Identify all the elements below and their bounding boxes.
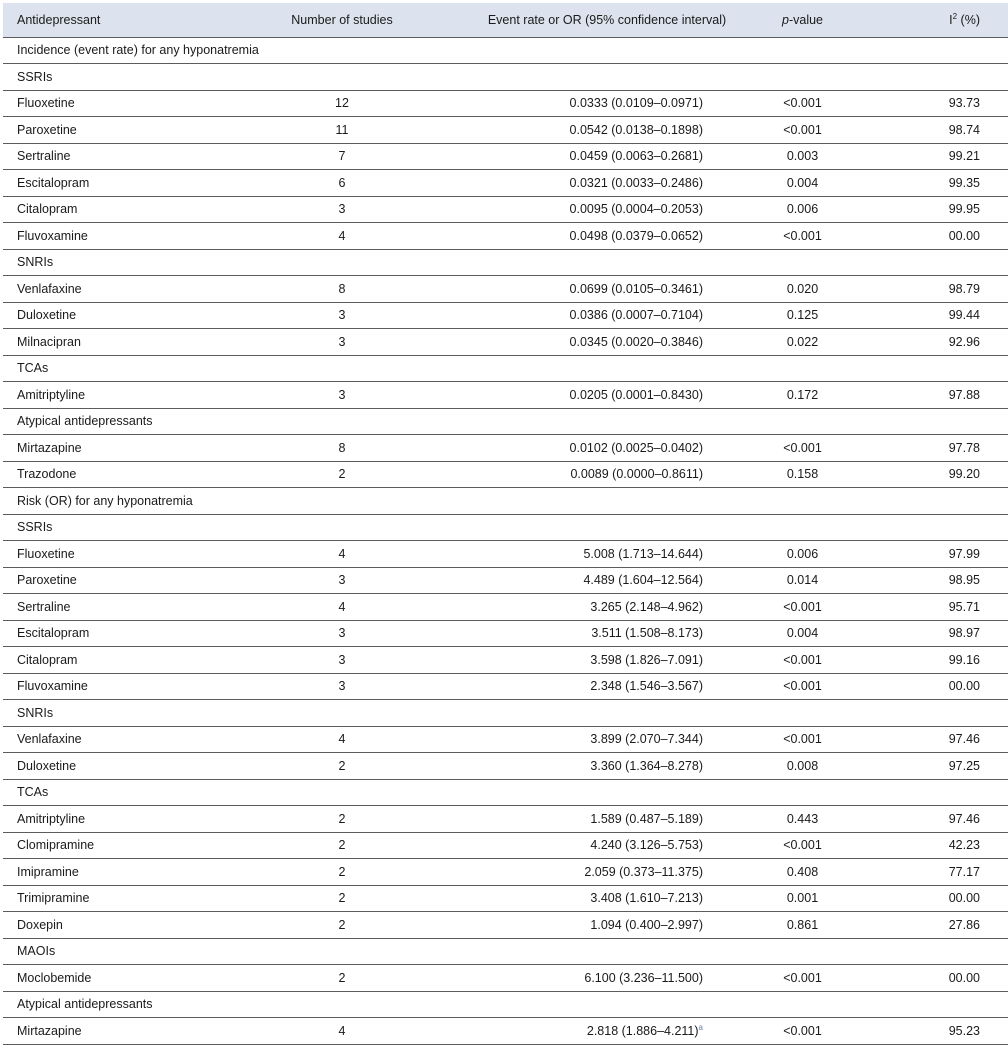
i2-value: 92.96 — [948, 334, 980, 349]
table-row — [3, 196, 1008, 223]
table-row — [3, 435, 1008, 462]
table-row — [3, 594, 1008, 621]
i2-value: 93.73 — [948, 96, 980, 111]
section-label: TCAs — [17, 361, 49, 376]
header-p-rest: -value — [788, 12, 823, 27]
p-value: 0.004 — [786, 175, 819, 190]
drug-name: Sertraline — [17, 149, 71, 164]
table-row — [3, 117, 1008, 144]
table-row — [3, 647, 1008, 674]
estimate-ci: 0.0089 (0.0000–0.8611) — [570, 467, 703, 482]
drug-name: Mirtazapine — [17, 1023, 82, 1038]
table-row — [3, 859, 1008, 886]
section-row — [3, 488, 1008, 515]
table-row — [3, 806, 1008, 833]
estimate-ci: 3.511 (1.508–8.173) — [591, 626, 703, 641]
i2-value: 00.00 — [948, 891, 980, 906]
header-i2 — [870, 3, 1008, 37]
drug-name: Moclobemide — [17, 970, 92, 985]
number-of-studies: 2 — [338, 917, 346, 932]
section-label: TCAs — [17, 785, 49, 800]
number-of-studies: 2 — [338, 891, 346, 906]
number-of-studies: 2 — [338, 811, 346, 826]
i2-value: 95.23 — [948, 1023, 980, 1038]
number-of-studies: 2 — [338, 864, 346, 879]
i2-value: 98.79 — [948, 281, 980, 296]
number-of-studies: 4 — [338, 599, 346, 614]
estimate-ci — [479, 1018, 735, 1045]
number-of-studies: 3 — [338, 626, 346, 641]
p-value: 0.008 — [786, 758, 819, 773]
p-value: 0.172 — [786, 387, 819, 402]
section-label: Atypical antidepressants — [17, 414, 153, 429]
p-value: 0.006 — [786, 202, 819, 217]
p-value: <0.001 — [783, 96, 822, 111]
p-value: 0.158 — [786, 467, 819, 482]
i2-value: 95.71 — [948, 599, 980, 614]
table-row — [3, 832, 1008, 859]
drug-name: Clomipramine — [17, 838, 95, 853]
estimate-ci: 1.094 (0.400–2.997) — [590, 917, 703, 932]
table-row — [3, 567, 1008, 594]
section-label: Atypical antidepressants — [17, 997, 153, 1012]
table-row — [3, 382, 1008, 409]
drug-name: Doxepin — [17, 917, 63, 932]
estimate-ci: 5.008 (1.713–14.644) — [583, 546, 703, 561]
estimate-ci: 3.899 (2.070–7.344) — [590, 732, 703, 747]
number-of-studies: 3 — [338, 652, 346, 667]
number-of-studies: 3 — [338, 334, 346, 349]
p-value: 0.125 — [786, 308, 819, 323]
p-value: 0.001 — [786, 891, 819, 906]
estimate-ci: 3.408 (1.610–7.213) — [590, 891, 703, 906]
i2-value: 97.25 — [948, 758, 980, 773]
estimate-ci: 0.0102 (0.0025–0.0402) — [569, 440, 703, 455]
estimate-ci: 4.489 (1.604–12.564) — [583, 573, 703, 588]
i2-value: 99.44 — [948, 308, 980, 323]
results-table — [3, 3, 1008, 1045]
drug-name: Escitalopram — [17, 175, 90, 190]
number-of-studies: 4 — [338, 1023, 346, 1038]
header-number-of-studies: Number of studies — [291, 12, 393, 27]
estimate-ci: 6.100 (3.236–11.500) — [584, 970, 703, 985]
i2-value: 27.86 — [948, 917, 980, 932]
p-value: 0.020 — [786, 281, 819, 296]
p-value: <0.001 — [783, 732, 822, 747]
estimate-ci: 0.0459 (0.0063–0.2681) — [569, 149, 703, 164]
section-row — [3, 64, 1008, 91]
p-value: 0.003 — [786, 149, 819, 164]
number-of-studies: 12 — [335, 96, 349, 111]
section-row — [3, 37, 1008, 64]
section-label: Risk (OR) for any hyponatremia — [17, 493, 193, 508]
table-row — [3, 329, 1008, 356]
drug-name: Sertraline — [17, 599, 71, 614]
estimate-ci: 0.0699 (0.0105–0.3461) — [569, 281, 703, 296]
estimate-ci: 4.240 (3.126–5.753) — [590, 838, 703, 853]
i2-value: 42.23 — [948, 838, 980, 853]
section-row — [3, 991, 1008, 1018]
number-of-studies: 11 — [335, 122, 349, 137]
p-value: 0.443 — [786, 811, 819, 826]
section-row — [3, 355, 1008, 382]
section-label: SNRIs — [17, 705, 54, 720]
i2-value: 99.16 — [948, 652, 980, 667]
estimate-ci: 0.0498 (0.0379–0.0652) — [569, 228, 703, 243]
number-of-studies: 3 — [338, 202, 346, 217]
table-row — [3, 965, 1008, 992]
p-value: 0.014 — [786, 573, 819, 588]
drug-name: Paroxetine — [17, 573, 77, 588]
estimate-ci: 2.059 (0.373–11.375) — [584, 864, 703, 879]
estimate-ci: 1.589 (0.487–5.189) — [590, 811, 703, 826]
header-antidepressant: Antidepressant — [17, 12, 101, 27]
drug-name: Citalopram — [17, 652, 78, 667]
i2-value: 77.17 — [948, 864, 980, 879]
section-label: MAOIs — [17, 944, 56, 959]
section-label: SSRIs — [17, 69, 53, 84]
estimate-ci: 0.0095 (0.0004–0.2053) — [569, 202, 703, 217]
table-row — [3, 170, 1008, 197]
drug-name: Duloxetine — [17, 758, 77, 773]
table-row — [3, 223, 1008, 250]
number-of-studies: 4 — [338, 228, 346, 243]
number-of-studies: 2 — [338, 467, 346, 482]
table-row — [3, 1018, 1008, 1045]
section-row — [3, 408, 1008, 435]
drug-name: Imipramine — [17, 864, 79, 879]
section-row — [3, 938, 1008, 965]
i2-value: 97.46 — [948, 732, 980, 747]
p-value: <0.001 — [783, 440, 822, 455]
estimate-text: 2.818 (1.886–4.211) — [586, 1023, 699, 1038]
section-label: SNRIs — [17, 255, 54, 270]
estimate-ci: 0.0542 (0.0138–0.1898) — [569, 122, 703, 137]
number-of-studies: 3 — [338, 573, 346, 588]
header-p-value — [735, 3, 870, 37]
table-row — [3, 726, 1008, 753]
number-of-studies: 4 — [338, 732, 346, 747]
p-value: <0.001 — [783, 122, 822, 137]
drug-name: Fluoxetine — [17, 96, 75, 111]
section-row — [3, 514, 1008, 541]
table-row — [3, 912, 1008, 939]
estimate-ci: 0.0321 (0.0033–0.2486) — [569, 175, 703, 190]
i2-value: 99.95 — [948, 202, 980, 217]
p-value: <0.001 — [783, 652, 822, 667]
number-of-studies: 6 — [338, 175, 346, 190]
i2-value: 98.97 — [948, 626, 980, 641]
number-of-studies: 3 — [338, 308, 346, 323]
table-row — [3, 541, 1008, 568]
p-value: <0.001 — [783, 228, 822, 243]
i2-value: 00.00 — [948, 228, 980, 243]
footnote-marker: a — [698, 1022, 703, 1032]
p-value: <0.001 — [783, 1023, 822, 1038]
table-row — [3, 302, 1008, 329]
p-value: 0.861 — [786, 917, 819, 932]
section-row — [3, 249, 1008, 276]
estimate-ci: 3.360 (1.364–8.278) — [590, 758, 703, 773]
estimate-ci: 0.0205 (0.0001–0.8430) — [569, 387, 703, 402]
number-of-studies: 2 — [338, 838, 346, 853]
table-row — [3, 461, 1008, 488]
drug-name: Amitriptyline — [17, 387, 86, 402]
table-body — [3, 37, 1008, 1044]
estimate-ci: 3.265 (2.148–4.962) — [590, 599, 703, 614]
i2-value: 97.46 — [948, 811, 980, 826]
p-value: 0.006 — [786, 546, 819, 561]
section-row — [3, 779, 1008, 806]
number-of-studies: 4 — [338, 546, 346, 561]
header-event-rate-or: Event rate or OR (95% confidence interval) — [487, 12, 727, 27]
number-of-studies: 7 — [338, 149, 346, 164]
estimate-ci: 0.0386 (0.0007–0.7104) — [569, 308, 703, 323]
drug-name: Paroxetine — [17, 122, 77, 137]
i2-value: 97.78 — [948, 440, 980, 455]
section-row — [3, 700, 1008, 727]
i2-value: 00.00 — [948, 679, 980, 694]
i2-value: 99.35 — [948, 175, 980, 190]
i2-value: 98.74 — [948, 122, 980, 137]
p-value: 0.022 — [786, 334, 819, 349]
section-label: SSRIs — [17, 520, 53, 535]
p-value: <0.001 — [783, 970, 822, 985]
i2-value: 98.95 — [948, 573, 980, 588]
i2-value: 00.00 — [948, 970, 980, 985]
estimate-ci: 0.0333 (0.0109–0.0971) — [569, 96, 703, 111]
number-of-studies: 8 — [338, 440, 346, 455]
number-of-studies: 3 — [338, 679, 346, 694]
drug-name: Venlafaxine — [17, 281, 82, 296]
p-value: <0.001 — [783, 838, 822, 853]
drug-name: Fluvoxamine — [17, 679, 88, 694]
estimate-ci: 3.598 (1.826–7.091) — [590, 652, 703, 667]
number-of-studies: 2 — [338, 970, 346, 985]
number-of-studies: 3 — [338, 387, 346, 402]
number-of-studies: 8 — [338, 281, 346, 296]
i2-value: 99.21 — [948, 149, 980, 164]
table-row — [3, 673, 1008, 700]
table-header — [3, 3, 1008, 37]
estimate-ci: 0.0345 (0.0020–0.3846) — [569, 334, 703, 349]
table-row — [3, 90, 1008, 117]
i2-value: 97.88 — [948, 387, 980, 402]
drug-name: Amitriptyline — [17, 811, 86, 826]
i2-value: 99.20 — [948, 467, 980, 482]
table-row — [3, 143, 1008, 170]
drug-name: Duloxetine — [17, 308, 77, 323]
number-of-studies: 2 — [338, 758, 346, 773]
header-i2-sup: 2 — [952, 11, 958, 21]
i2-value: 97.99 — [948, 546, 980, 561]
header-i2-base: I — [949, 12, 953, 27]
header-p-italic: p — [782, 12, 789, 27]
drug-name: Fluvoxamine — [17, 228, 88, 243]
header-i2-rest: (%) — [957, 12, 980, 27]
drug-name: Trimipramine — [17, 891, 90, 906]
header-row — [3, 3, 1008, 37]
section-label: Incidence (event rate) for any hyponatremia — [17, 43, 259, 58]
drug-name: Citalopram — [17, 202, 78, 217]
drug-name: Escitalopram — [17, 626, 90, 641]
drug-name: Milnacipran — [17, 334, 81, 349]
p-value: <0.001 — [783, 599, 822, 614]
p-value: <0.001 — [783, 679, 822, 694]
table-row — [3, 753, 1008, 780]
drug-name: Fluoxetine — [17, 546, 75, 561]
drug-name: Mirtazapine — [17, 440, 82, 455]
drug-name: Venlafaxine — [17, 732, 82, 747]
table-row — [3, 620, 1008, 647]
table-row — [3, 885, 1008, 912]
p-value: 0.408 — [786, 864, 819, 879]
p-value: 0.004 — [786, 626, 819, 641]
estimate-ci: 2.348 (1.546–3.567) — [590, 679, 703, 694]
drug-name: Trazodone — [17, 467, 77, 482]
table-row — [3, 276, 1008, 303]
